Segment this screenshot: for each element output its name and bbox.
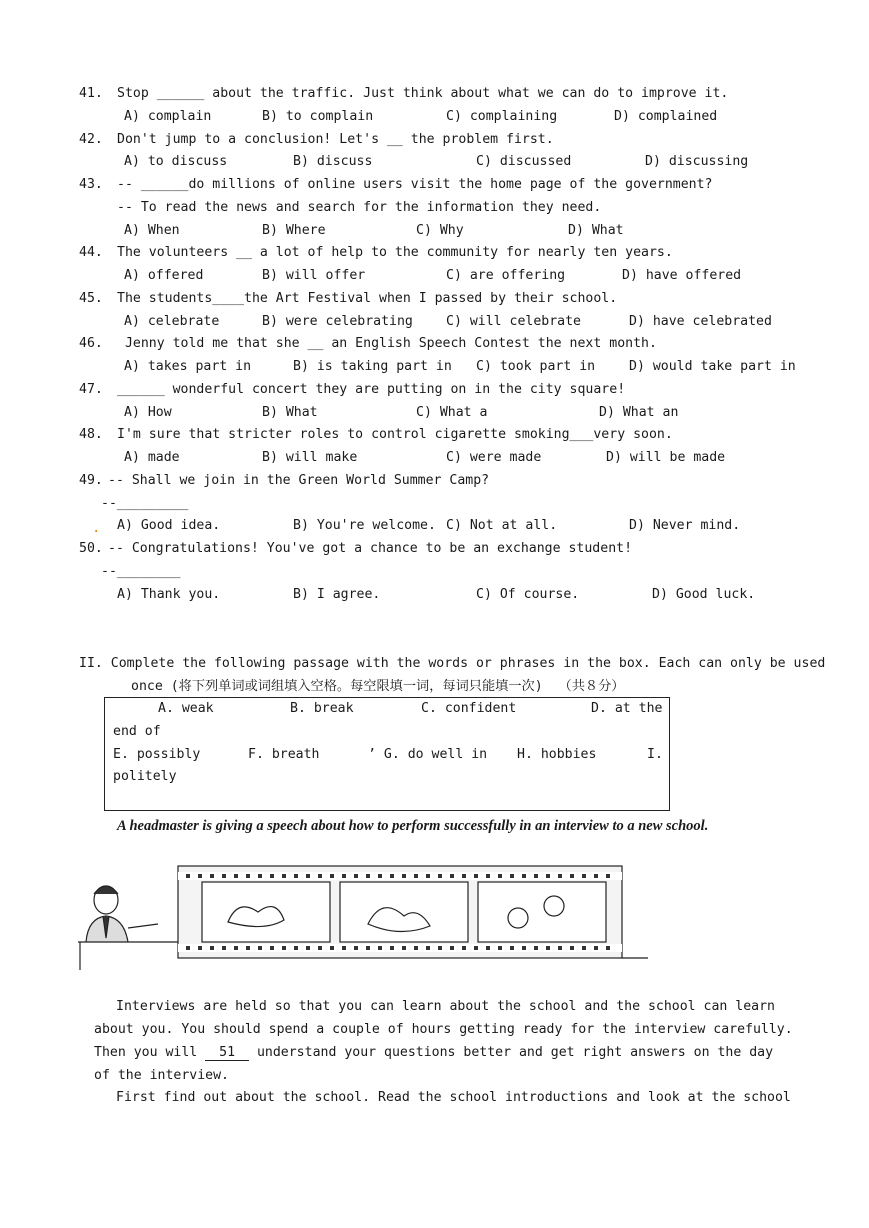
question-43-answer-line: -- To read the news and search for the information they need. (117, 200, 602, 215)
question-50-option-c[interactable]: C) Of course. (476, 587, 580, 602)
question-48-number: 48. (79, 427, 103, 442)
question-47-number: 47. (79, 382, 103, 397)
paragraph-1-text-a: Interviews are held so that you can learn about the school and the school can learn about you. You should spend a couple of hours getting ready for the interview carefully. Then you will (94, 999, 793, 1060)
blank-51[interactable]: 51 (205, 1045, 249, 1061)
question-41-option-c[interactable]: C) complaining (446, 109, 558, 124)
question-43-option-d[interactable]: D) What (568, 223, 624, 238)
question-48-option-d[interactable]: D) will be made (606, 450, 726, 465)
word-box-f: F. breath (248, 747, 320, 762)
orange-dot-mark: . (92, 520, 101, 536)
question-43-option-a[interactable]: A) When (124, 223, 180, 238)
paragraph-2-text: First find out about the school. Read the school introductions and look at the school (116, 1090, 791, 1105)
question-45-option-a[interactable]: A) celebrate (124, 314, 220, 329)
paragraph-1-text-b: understand your questions better and get right answers on the day of the interview. (94, 1045, 774, 1083)
question-42-option-d[interactable]: D) discussing (645, 154, 749, 169)
question-49-number: 49. (79, 473, 103, 488)
question-45-option-b[interactable]: B) were celebrating (262, 314, 413, 329)
question-49-option-a[interactable]: A) Good idea. (117, 518, 221, 533)
question-49-option-b[interactable]: B) You're welcome. (293, 518, 436, 533)
word-box-g: ’ G. do well in (368, 747, 488, 762)
question-43-stem: -- ______do millions of online users visit the home page of the government? (117, 177, 713, 192)
headmaster-icon (78, 886, 178, 970)
question-45-option-c[interactable]: C) will celebrate (446, 314, 581, 329)
question-47-option-d[interactable]: D) What an (599, 405, 679, 420)
question-50-option-a[interactable]: A) Thank you. (117, 587, 221, 602)
headmaster-filmstrip-illustration (78, 862, 650, 972)
question-43-number: 43. (79, 177, 103, 192)
question-50-option-d[interactable]: D) Good luck. (652, 587, 756, 602)
question-44-stem: The volunteers __ a lot of help to the community for nearly ten years. (117, 245, 673, 260)
question-50-option-b[interactable]: B) I agree. (293, 587, 381, 602)
question-48-option-b[interactable]: B) will make (262, 450, 358, 465)
question-46-option-d[interactable]: D) would take part in (629, 359, 796, 374)
passage-paragraph-2 (94, 1086, 794, 1109)
question-42-option-b[interactable]: B) discuss (293, 154, 373, 169)
section-2-heading-cont: once (将下列单词或词组填入空格。每空限填一词，每词只能填一次) （共８分） (131, 679, 625, 694)
question-50-reply-blank: --________ (101, 564, 181, 579)
question-41-option-a[interactable]: A) complain (124, 109, 212, 124)
question-47-stem: ______ wonderful concert they are putting on in the city square! (117, 382, 626, 397)
question-44-option-d[interactable]: D) have offered (622, 268, 742, 283)
question-44-option-c[interactable]: C) are offering (446, 268, 566, 283)
question-41-option-b[interactable]: B) to complain (262, 109, 374, 124)
question-49-reply-blank: --_________ (101, 496, 189, 511)
passage-intro: A headmaster is giving a speech about how to perform successfully in an interview to a new school. (117, 818, 709, 834)
question-48-stem: I'm sure that stricter roles to control cigarette smoking___very soon. (117, 427, 673, 442)
question-44-option-b[interactable]: B) will offer (262, 268, 366, 283)
passage-paragraph-1 (94, 995, 794, 1087)
film-strip (178, 866, 648, 958)
question-49-stem: -- Shall we join in the Green World Summer Camp? (108, 473, 490, 488)
question-48-option-c[interactable]: C) were made (446, 450, 542, 465)
question-49-option-c[interactable]: C) Not at all. (446, 518, 558, 533)
question-44-option-a[interactable]: A) offered (124, 268, 204, 283)
question-41-option-d[interactable]: D) complained (614, 109, 718, 124)
question-46-option-c[interactable]: C) took part in (476, 359, 596, 374)
question-46-option-a[interactable]: A) takes part in (124, 359, 252, 374)
question-47-option-b[interactable]: B) What (262, 405, 318, 420)
word-box-i-cont: politely (113, 769, 177, 784)
word-box-i: I. (647, 747, 663, 762)
question-45-stem: The students____the Art Festival when I passed by their school. (117, 291, 618, 306)
question-41-stem: Stop ______ about the traffic. Just think about what we can do to improve it. (117, 86, 729, 101)
word-box-c: C. confident (421, 701, 517, 716)
word-box-e: E. possibly (113, 747, 201, 762)
question-48-option-a[interactable]: A) made (124, 450, 180, 465)
question-45-number: 45. (79, 291, 103, 306)
section-2-heading: II. Complete the following passage with the words or phrases in the box. Each can only be used (79, 656, 826, 671)
word-box-d-cont: end of (113, 724, 161, 739)
question-46-option-b[interactable]: B) is taking part in (293, 359, 452, 374)
word-box-a: A. weak (158, 701, 214, 716)
word-box-b: B. break (290, 701, 354, 716)
question-50-stem: -- Congratulations! You've got a chance to be an exchange student! (108, 541, 633, 556)
question-46-stem: Jenny told me that she __ an English Speech Contest the next month. (117, 336, 657, 351)
question-45-option-d[interactable]: D) have celebrated (629, 314, 772, 329)
question-47-option-a[interactable]: A) How (124, 405, 172, 420)
question-42-option-a[interactable]: A) to discuss (124, 154, 228, 169)
question-49-option-d[interactable]: D) Never mind. (629, 518, 741, 533)
question-50-number: 50. (79, 541, 103, 556)
question-41-number: 41. (79, 86, 103, 101)
question-42-option-c[interactable]: C) discussed (476, 154, 572, 169)
question-42-stem: Don't jump to a conclusion! Let's __ the problem first. (117, 132, 554, 147)
question-44-number: 44. (79, 245, 103, 260)
question-46-number: 46. (79, 336, 103, 351)
question-47-option-c[interactable]: C) What a (416, 405, 488, 420)
question-42-number: 42. (79, 132, 103, 147)
question-43-option-b[interactable]: B) Where (262, 223, 326, 238)
question-43-option-c[interactable]: C) Why (416, 223, 464, 238)
word-box-h: H. hobbies (517, 747, 597, 762)
word-box-d: D. at the (591, 701, 663, 716)
